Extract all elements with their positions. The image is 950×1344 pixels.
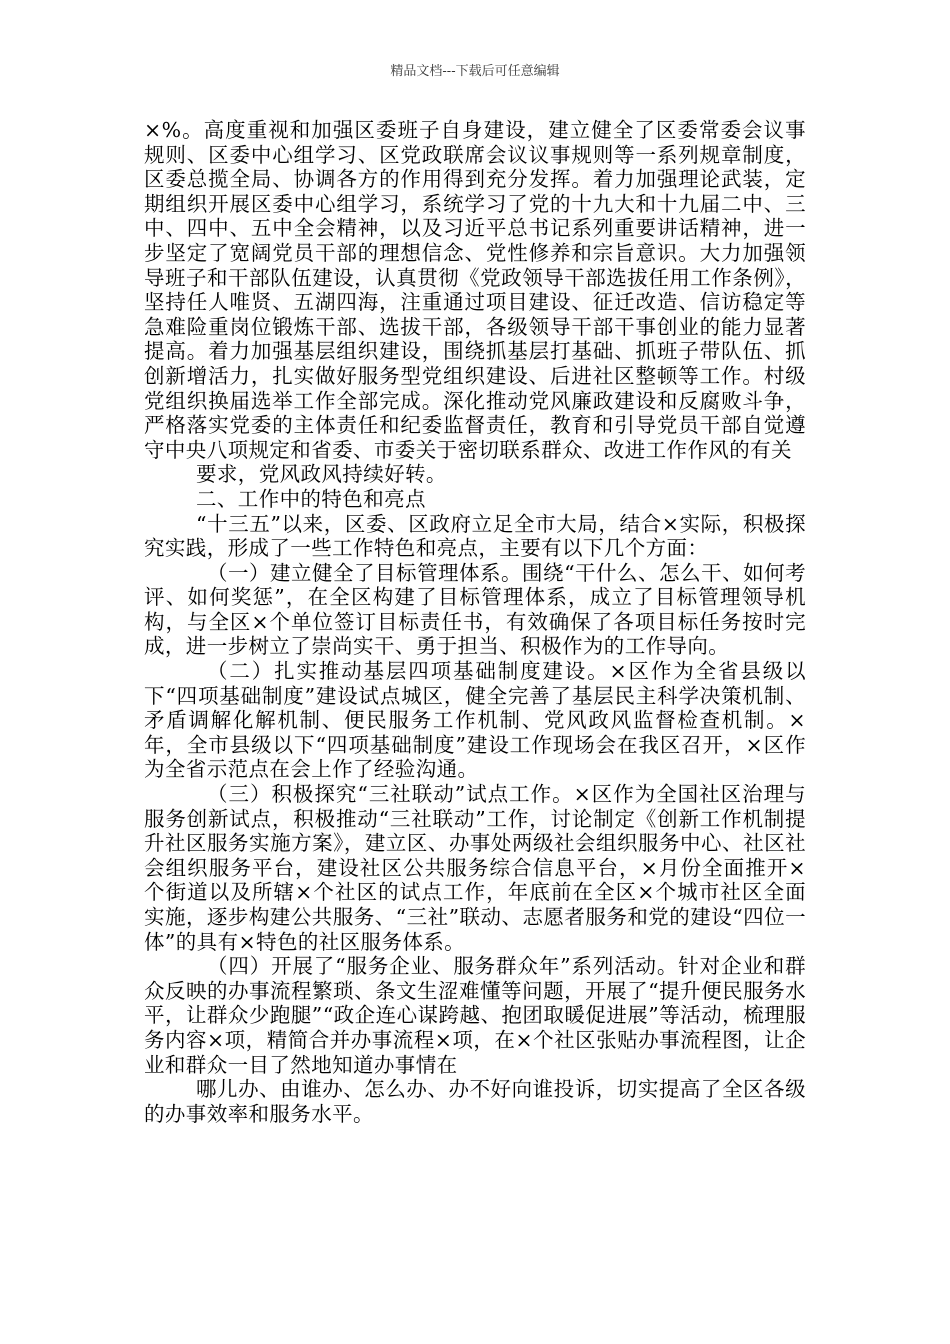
paragraph-item-1: （一）建立健全了目标管理体系。围绕“干什么、怎么干、如何考评、如何奖惩”，在全区构建了目标管理体系，成立了目标管理领导机构，与全区×个单位签订目标责任书，有效确保了各项目标任务按时完成，进一步树立了崇尚实干、勇于担当、积极作为的工作导向。 xyxy=(144,560,806,659)
page-header: 精品文档---下载后可任意编辑 xyxy=(390,64,560,79)
paragraph-continuation: 要求，党风政风持续好转。 xyxy=(196,462,447,487)
paragraph-intro: “十三五”以来，区委、区政府立足全市大局，结合×实际，积极探究实践，形成了一些工作特色和亮点，主要有以下几个方面： xyxy=(144,511,806,561)
paragraph-item-3: （三）积极探究“三社联动”试点工作。×区作为全国社区治理与服务创新试点，积极推动“三社联动”工作，讨论制定《创新工作机制提升社区服务实施方案》，建立区、办事处两级社会组织服务中心、社区社会组织服务平台，建设社区公共服务综合信息平台，×月份全面推开×个街道以及所辖×个社区的试点工作，年底前在全区×个城市社区全面实施，逐步构建公共服务、“三社”联动、志愿者服务和党的建设“四位一体”的具有×特色的社区服务体系。 xyxy=(144,782,806,954)
section-heading: 二、工作中的特色和亮点 xyxy=(196,486,426,511)
paragraph-item-2: （二）扎实推动基层四项基础制度建设。×区作为全省县级以下“四项基础制度”建设试点城区，健全完善了基层民主科学决策机制、矛盾调解化解机制、便民服务工作机制、党风政风监督检查机制。×年，全市县级以下“四项基础制度”建设工作现场会在我区召开，×区作为全省示范点在会上作了经验沟通。 xyxy=(144,659,806,782)
document-body xyxy=(144,118,806,1126)
paragraph-party-building: ×%。高度重视和加强区委班子自身建设，建立健全了区委常委会议事规则、区委中心组学习、区党政联席会议议事规则等一系列规章制度，区委总揽全局、协调各方的作用得到充分发挥。着力加强理论武装，定期组织开展区委中心组学习，系统学习了党的十九大和十九届二中、三中、四中、五中全会精神，以及习近平总书记系列重要讲话精神，进一步坚定了宽阔党员干部的理想信念、党性修养和宗旨意识。大力加强领导班子和干部队伍建设，认真贯彻《党政领导干部选拔任用工作条例》，坚持任人唯贤、五湖四海，注重通过项目建设、征迁改造、信访稳定等急难险重岗位锻炼干部、选拔干部，各级领导干部干事创业的能力显著提高。着力加强基层组织建设，围绕抓基层打基础、抓班子带队伍、抓创新增活力，扎实做好服务型党组织建设、后进社区整顿等工作。村级党组织换届选举工作全部完成。深化推动党风廉政建设和反腐败斗争，严格落实党委的主体责任和纪委监督责任，教育和引导党员干部自觉遵守中央八项规定和省委、市委关于密切联系群众、改进工作作风的有关 xyxy=(144,118,806,462)
paragraph-item-4-continuation: 哪儿办、由谁办、怎么办、办不好向谁投诉，切实提高了全区各级的办事效率和服务水平。 xyxy=(144,1077,806,1126)
paragraph-item-4: （四）开展了“服务企业、服务群众年”系列活动。针对企业和群众反映的办事流程繁琐、条文生涩难懂等问题，开展了“提升便民服务水平，让群众少跑腿”“政企连心谋跨越、抱团取暖促进展”等活动，梳理服务内容×项，精简合并办事流程×项，在×个社区张贴办事流程图，让企业和群众一目了然地知道办事情在 xyxy=(144,954,806,1077)
